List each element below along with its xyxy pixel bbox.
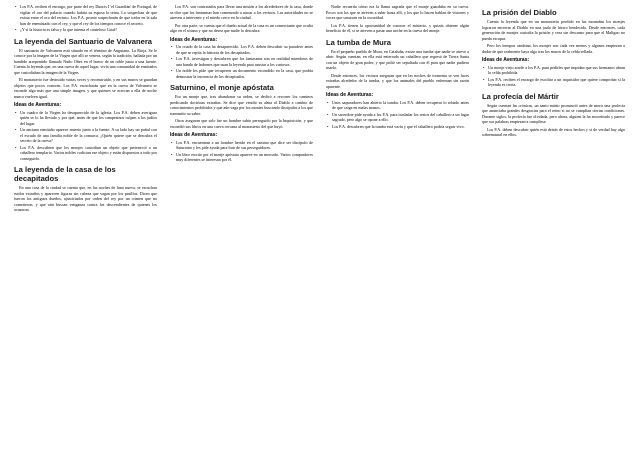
section-heading-valvanera: La leyenda del Santuario de Valvanera (14, 36, 153, 46)
list-item: • Unos saqueadores han abierto la tumba. Los P.A. deben recuperar lo robado antes de que caiga en malas manos. (332, 100, 469, 111)
list-item: • Los P.A. descubren que los monjes custodian un objeto que perteneció a un caballero templario. Varios nobles codician ese objeto y están dispuestos a todo por conseguirlo. (20, 145, 157, 162)
paragraph: Era un monje que, tras abandonar su orden, se dedicó a recorrer los caminos predicando doctrinas extrañas. Se dice que vendió su alma al Diablo a cambio de conocimientos prohibidos y que aún vaga por los montes buscando discípulos a los que transmitir su saber. (170, 94, 313, 116)
list-item: • Un libro escrito por el monje apóstata aparece en un mercado. Varios compradores muy diferentes se interesan por él. (176, 152, 313, 163)
ideas-heading: Ideas de Aventuras: (170, 36, 218, 43)
paragraph: Pero los tiempos cambian, los monjes son cada vez menos y algunos empiezan a dudar de que realmente haya algo tras los muros de la celda sellada. (482, 43, 625, 54)
list-item: • Los P.A. reciben el encargo, por parte del rey Duncis I 'el Guardián' de Portugal, de vigilar el oro del palacio cuando habita su esposa la reina. Lo sospechan de que exista entre el oro del recinto. Los P.A. pronto sospecharán de que todos en la sala han de enemistado con el rey, y que el rey de los tiempos conoce el secreto. (20, 4, 157, 26)
ideas-list (326, 100, 469, 130)
paragraph: Nadie recuerda cómo era la llama sagrada que el monje guardaba en su cueva. Pocos son los que se atreven a subir hasta allí, y los que lo hacen hablan de visiones y voces que susurran en la oscuridad. (326, 4, 469, 20)
paragraph: Los P.A. deben descubrir quién está detrás de estos hechos y si de verdad hay algo sobrenatural en ellos. (482, 126, 625, 137)
list-item: • Los P.A. investigan y descubren que los fantasmas son en realidad miembros de una banda de ladrones que usan la leyenda para asustar a los curiosos. (176, 56, 313, 67)
list-item: • Un monje viejo acude a los P.A. para pedirles que impidan que sus hermanos abran la celda prohibida. (488, 65, 625, 76)
list-item: • Los P.A. descubren que la tumba está vacía y que el caballero podría seguir vivo. (332, 124, 469, 130)
list-item: • Un anciano ermitaño aparece muerto junto a la fuente. A su lado hay un puñal con el escudo de una familia noble de la comarca. ¿Quién quiere que se descubra el secreto de la cueva? (20, 127, 157, 144)
ideas-list (170, 44, 313, 79)
section-heading-decapitados: La leyenda de la casa de los decapitados (14, 165, 116, 183)
ideas-list (14, 110, 157, 162)
paragraph: Según cuentan las crónicas, un santo mártir pronunció antes de morir una profecía que anunciaba grandes desgracias para el reino si no se cumplían ciertas condiciones. Durante siglos, la profecía fue olvidada, pero ahora, alguien la ha encontrado y parece que sus palabras empiezan a cumplirse. (482, 102, 625, 124)
list-item: • Los P.A. reciben el encargo de escoltar a un inquisidor que quiere comprobar si la leyenda es cierta. (488, 77, 625, 88)
column-1 (14, 4, 157, 448)
list-item: • Un sacerdote pide ayuda a los P.A. para trasladar los restos del caballero a un lugar sagrado, pero algo se opone a ello. (332, 112, 469, 123)
paragraph: En el pequeño pueblo de Mura, en Cataluña, existe una tumba que nadie se atreve a abrir. Según cuentan, en ella está enterrado un caballero que regresó de Tierra Santa con un objeto de gran poder, y que pidió ser sepultado con él para que nadie pudiera usarlo. (326, 48, 469, 70)
section-heading-prision-diablo: La prisión del Diablo (482, 8, 557, 17)
ideas-list (170, 140, 313, 163)
list-item: • Un criado de la casa ha desaparecido. Los P.A. deben descubrir su paradero antes de que se repita la historia de los decapitados. (176, 44, 313, 55)
paragraph: Por otra parte, se cuenta que el dueño actual de la casa es un comerciante que oculta algo en el sótano y que no desea que nadie lo descubra. (170, 22, 313, 33)
paragraph: Otros aseguran que solo fue un hombre sabio perseguido por la Inquisición, y que escondió sus libros en una cueva cercana al monasterio del que huyó. (170, 118, 313, 129)
ideas-heading: Ideas de Aventuras: (482, 57, 530, 63)
paragraph: El monasterio fue destruido varias veces y reconstruido, y en sus muros se guardan objetos que pocos conocen. Los P.A. escucharán que en la cueva de Valvanera se esconde algo más que una simple imagen, y que quienes se acercan a ella de noche nunca vuelven igual. (14, 77, 157, 99)
paragraph: En una casa de la ciudad se cuenta que, en las noches de luna nueva, se escuchan ruidos extraños y aparecen figuras sin cabeza que vagan por los pasillos. Dicen que fueron los antiguos dueños, ajusticiados por orden del rey por un crimen que no cometieron, y que aún buscan venganza contra los descendientes de quienes los acusaron. (14, 185, 157, 212)
column-3 (326, 4, 469, 448)
section-heading-profecia-martir: La profecía del Mártir (482, 91, 559, 101)
list-item: • Los P.A. encuentran a un hombre herido en el camino que dice ser discípulo de Saturnino y les pide ayuda para huir de sus perseguidores. (176, 140, 313, 151)
paragraph: El santuario de Valvanera está situado en el término de Anguiano, La Rioja. Se le conoce por la imagen de la Virgen que allí se venera, según la tradición, hallada por un bandido arrepentido llamado Nuño Oñez en el hueco de un roble junto a una fuente. Cuenta la leyenda que, en una cueva de aquel lugar, vivía una comunidad de ermitaños que custodiaban la imagen de la Virgen. (14, 47, 157, 75)
paragraph: Los P.A. son contratados para llevar una misión a los alrededores de la casa, donde se dice que los fantasmas han comenzado a atacar a los vecinos. Las autoridades no se atreven a intervenir y el miedo crece en la ciudad. (170, 4, 313, 20)
paragraph: Los P.A. tienen la oportunidad de conocer el misterio, y quizás obtener algún beneficio de él, si se atreven a pasar una noche en la cueva del monje. (326, 22, 469, 33)
ideas-heading: Ideas de Aventuras: (14, 102, 62, 108)
list-item: • ¿Y si la historia es falsa y lo que intenta el cauteloso Grial? (20, 27, 157, 33)
list-item: • Un cuadro de la Virgen ha desaparecido de la iglesia. Los P.A. deben averiguar quién se lo ha llevado y por qué, antes de que los campesinos culpen a los judíos del lugar. (20, 110, 157, 127)
ideas-heading: Ideas de Aventuras: (170, 132, 218, 138)
paragraph: Cuenta la leyenda que en un monasterio perdido en las montañas los monjes lograron encerrar al Diablo en una jaula de hierro bendecido. Desde entonces, cada generación de monjes custodia la prisión y reza sin descanso para que el Maligno no pueda escapar. (482, 19, 625, 41)
column-4 (482, 4, 625, 448)
intro-bullet-list (14, 4, 157, 33)
column-2 (170, 4, 313, 448)
document-page (14, 4, 626, 448)
paragraph: Desde entonces, los vecinos aseguran que en las noches de tormenta se ven luces extrañas alrededor de la tumba, y que los animales del pueblo enferman sin razón aparente. (326, 72, 469, 89)
section-heading-tumba-mura: La tumba de Mura (326, 37, 391, 47)
ideas-list (482, 65, 625, 88)
section-heading-saturnino: Saturnino, el monje apóstata (170, 83, 274, 92)
ideas-heading: Ideas de Aventuras: (326, 92, 374, 98)
list-item: • Un noble les pide que recuperen un documento escondido en la casa, que podría demostrar la inocencia de los decapitados. (176, 68, 313, 79)
